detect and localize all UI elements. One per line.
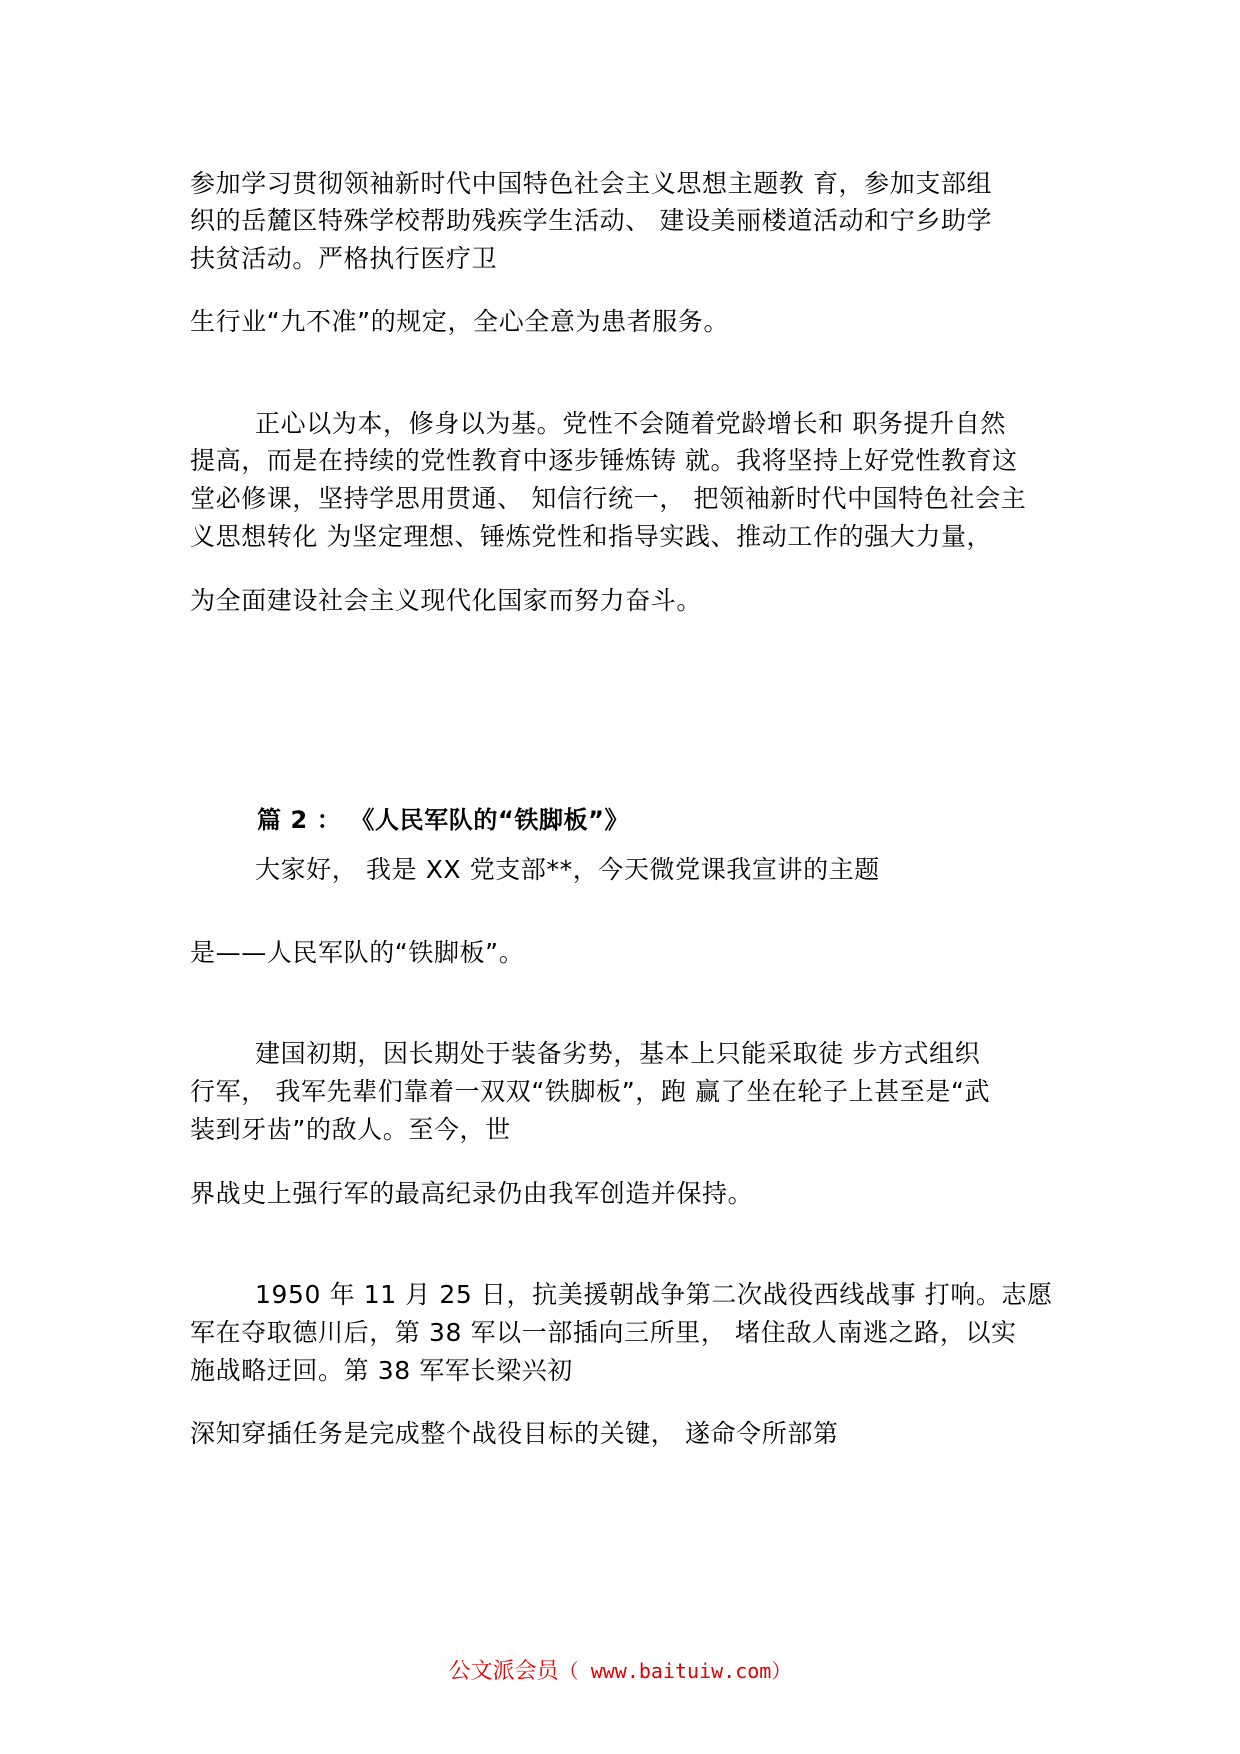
paragraph-1-line-3: 扶贫活动。严格执行医疗卫 — [190, 244, 498, 273]
paragraph-1-line-1: 参加学习贯彻领袖新时代中国特色社会主义思想主题教 育，参加支部组 — [190, 169, 993, 198]
section-heading: 篇 2 ： 《人民军队的“铁脚板”》 — [257, 806, 630, 834]
paragraph-4-line-1: 1950 年 11 月 25 日，抗美援朝战争第二次战役西线战事 打响。志愿 — [255, 1280, 1053, 1309]
paragraph-3-line-3: 装到牙齿”的敌人。至今，世 — [190, 1115, 511, 1144]
footer-url: （ www.baituiw.com） — [558, 1659, 792, 1683]
paragraph-1-line-2: 织的岳麓区特殊学校帮助残疾学生活动、 建设美丽楼道活动和宁乡助学 — [190, 206, 993, 235]
footer-watermark — [0, 1654, 1240, 1685]
footer-brand: 公文派会员 — [448, 1659, 559, 1684]
paragraph-2-line-2: 提高，而是在持续的党性教育中逐步锤炼铸 就。我将坚持上好党性教育这 — [190, 446, 1018, 475]
intro-line-2: 是——人民军队的“铁脚板”。 — [190, 938, 525, 967]
paragraph-2-line-4: 义思想转化 为坚定理想、锤炼党性和指导实践、推动工作的强大力量， — [190, 522, 993, 551]
paragraph-3-line-4: 界战史上强行军的最高纪录仍由我军创造并保持。 — [190, 1179, 754, 1208]
paragraph-4-line-3: 施战略迂回。第 38 军军长梁兴初 — [190, 1356, 573, 1385]
paragraph-3-line-1: 建国初期，因长期处于装备劣势，基本上只能采取徒 步方式组织 — [255, 1039, 981, 1068]
paragraph-4-line-4: 深知穿插任务是完成整个战役目标的关键， 遂命令所部第 — [190, 1419, 839, 1448]
paragraph-1-line-4: 生行业“九不准”的规定，全心全意为患者服务。 — [190, 307, 730, 336]
paragraph-2-line-3: 堂必修课，坚持学思用贯通、 知信行统一， 把领袖新时代中国特色社会主 — [190, 484, 1027, 513]
paragraph-2-line-1: 正心以为本，修身以为基。党性不会随着党龄增长和 职务提升自然 — [255, 409, 1006, 438]
paragraph-2-line-5: 为全面建设社会主义现代化国家而努力奋斗。 — [190, 586, 703, 615]
intro-line-1: 大家好， 我是 XX 党支部**，今天微党课我宣讲的主题 — [255, 855, 880, 884]
paragraph-3-line-2: 行军， 我军先辈们靠着一双双“铁脚板”，跑 赢了坐在轮子上甚至是“武 — [190, 1077, 991, 1106]
paragraph-4-line-2: 军在夺取德川后，第 38 军以一部插向三所里， 堵住敌人南逃之路，以实 — [190, 1318, 1017, 1347]
